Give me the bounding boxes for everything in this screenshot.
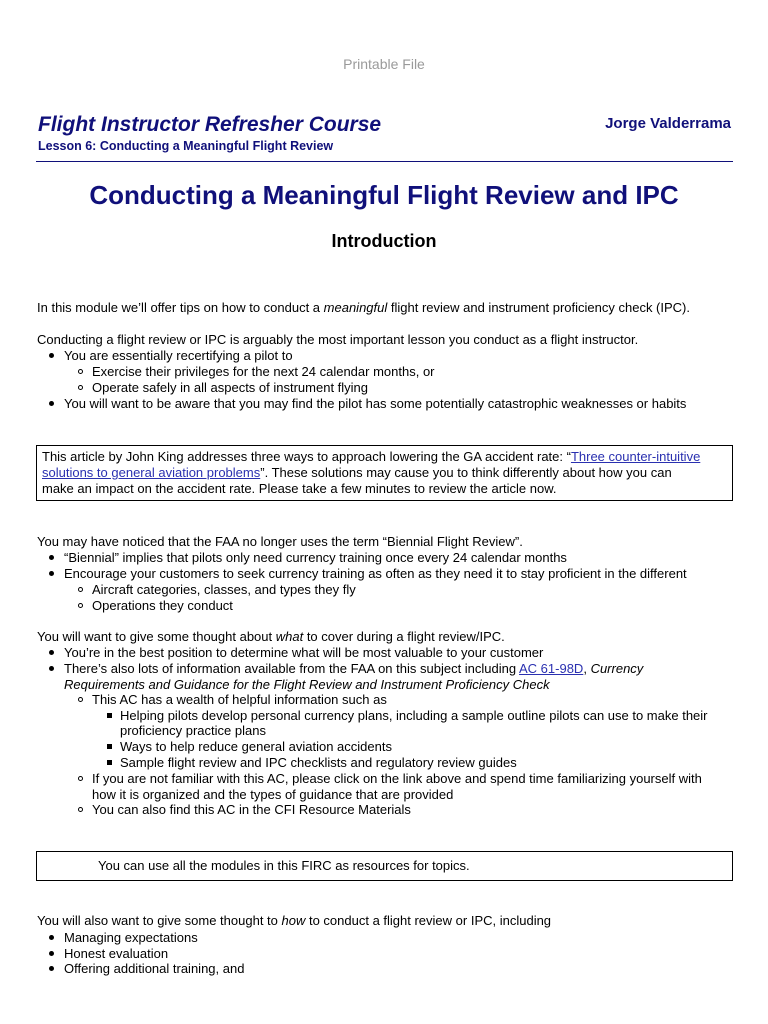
circle-bullet-icon [78, 776, 83, 781]
list-item: You’re in the best position to determine what will be most valuable to your customer [64, 645, 543, 661]
list-item: Offering additional training, and [64, 961, 244, 977]
paragraph-how-to-conduct: You will also want to give some thought to how to conduct a flight review or IPC, including [37, 913, 552, 928]
list-item: If you are not familiar with this AC, please click on the link above and spend time familiarizing yourself with [92, 771, 702, 787]
bullet-icon [49, 966, 54, 971]
bullet-icon [49, 650, 54, 655]
list-item: Managing expectations [64, 930, 198, 946]
bullet-icon [49, 666, 54, 671]
list-item: Operations they conduct [92, 598, 233, 614]
bullet-icon [49, 951, 54, 956]
page-title: Conducting a Meaningful Flight Review and IPC [89, 180, 679, 210]
circle-bullet-icon [78, 603, 83, 608]
square-bullet-icon [107, 760, 112, 765]
list-item: There’s also lots of information available from the FAA on this subject including AC 61-98D, Currency [64, 661, 643, 677]
list-item: Sample flight review and IPC checklists and regulatory review guides [120, 755, 517, 771]
intro-paragraph: In this module we’ll offer tips on how to conduct a meaningful flight review and instrument proficiency check (IPC). [37, 300, 690, 315]
bullet-icon [49, 401, 54, 406]
list-item: “Biennial” implies that pilots only need currency training once every 24 calendar months [64, 550, 567, 566]
paragraph-flight-review-importance: Conducting a flight review or IPC is arguably the most important lesson you conduct as a flight instructor. [37, 332, 639, 347]
bullet-icon [49, 353, 54, 358]
list-item: This AC has a wealth of helpful information such as [92, 692, 387, 708]
circle-bullet-icon [78, 697, 83, 702]
list-item: You will want to be aware that you may find the pilot has some potentially catastrophic weaknesses or habits [64, 396, 686, 412]
header-divider [36, 161, 733, 162]
lesson-subtitle: Lesson 6: Conducting a Meaningful Flight Review [38, 139, 334, 153]
square-bullet-icon [107, 744, 112, 749]
circle-bullet-icon [78, 587, 83, 592]
list-item-continuation: proficiency practice plans [120, 723, 266, 738]
article-link[interactable]: Three counter-intuitive [570, 449, 701, 464]
list-item: Exercise their privileges for the next 24 calendar months, or [92, 364, 435, 380]
square-bullet-icon [107, 713, 112, 718]
circle-bullet-icon [78, 369, 83, 374]
paragraph-biennial: You may have noticed that the FAA no longer uses the term “Biennial Flight Review”. [37, 534, 523, 549]
bullet-icon [49, 935, 54, 940]
bullet-icon [49, 555, 54, 560]
list-item: Operate safely in all aspects of instrument flying [92, 380, 368, 396]
circle-bullet-icon [78, 807, 83, 812]
printable-file-label: Printable File [343, 56, 425, 72]
paragraph-what-to-cover: You will want to give some thought about what to cover during a flight review/IPC. [37, 629, 505, 644]
list-item: Encourage your customers to seek currency training as often as they need it to stay proficient in the different [64, 566, 687, 582]
course-title: Flight Instructor Refresher Course [38, 113, 382, 136]
article-callout-box: This article by John King addresses three ways to approach lowering the GA accident rate: “Three counter-intuitive solutions to general aviation problems”. These solutions may cause you to think differently about how you can make an impact on the accident rate. Please take a few minutes to review the article now. [36, 445, 733, 501]
list-item: Helping pilots develop personal currency plans, including a sample outline pilots can use to make their [120, 708, 708, 724]
list-item-continuation: how it is organized and the types of guidance that are provided [92, 787, 454, 802]
list-item: Ways to help reduce general aviation accidents [120, 739, 392, 755]
section-heading: Introduction [331, 231, 437, 251]
bullet-icon [49, 571, 54, 576]
author-name: Jorge Valderrama [605, 115, 731, 132]
resources-callout-box: You can use all the modules in this FIRC as resources for topics. [36, 851, 733, 881]
article-link-continued[interactable]: solutions to general aviation problems [42, 465, 261, 480]
list-item-continuation: Requirements and Guidance for the Flight Review and Instrument Proficiency Check [64, 677, 550, 692]
circle-bullet-icon [78, 385, 83, 390]
list-item: You are essentially recertifying a pilot to [64, 348, 293, 364]
list-item: Honest evaluation [64, 946, 168, 962]
list-item: Aircraft categories, classes, and types they fly [92, 582, 356, 598]
list-item: You can also find this AC in the CFI Resource Materials [92, 802, 411, 818]
ac-61-98d-link[interactable]: AC 61-98D [519, 661, 584, 676]
